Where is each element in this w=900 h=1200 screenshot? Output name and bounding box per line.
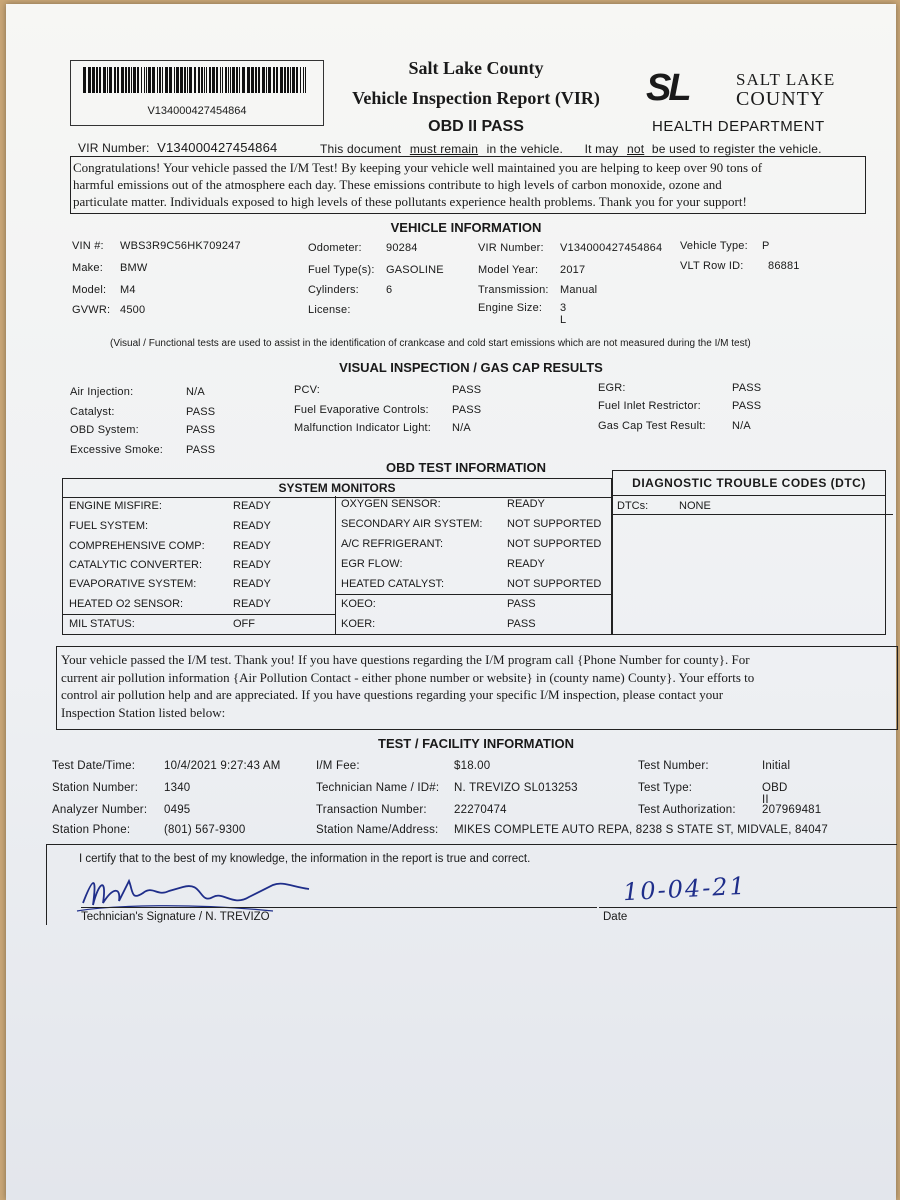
- monitor-status: READY: [233, 540, 271, 552]
- barcode-bar: [220, 67, 221, 93]
- passed-line3: control air pollution help and are appreciated. If you have questions regarding your specific I/M inspection, please contact your: [61, 687, 724, 702]
- barcode-bar: [258, 67, 260, 93]
- congrats-line3: particulate matter. Individuals exposed to high levels of these pollutants experience health problems. Thank you for your support!: [73, 194, 747, 209]
- vlt-row: [680, 260, 800, 272]
- license-label: License:: [308, 304, 351, 316]
- analyzer-row: [52, 804, 191, 816]
- vir-label: VIR Number:: [78, 141, 150, 155]
- barcode-bar: [133, 67, 136, 93]
- date-label: Test Date/Time:: [52, 760, 136, 772]
- cyl-row: [308, 284, 393, 296]
- barcode-bar: [125, 67, 127, 93]
- fuel-value: GASOLINE: [386, 264, 444, 276]
- barcode-bar: [247, 67, 250, 93]
- doc-notice-e: not: [626, 142, 645, 156]
- barcode-bar: [201, 67, 203, 93]
- barcode-bar: [117, 67, 119, 93]
- odometer-label: Odometer:: [308, 242, 362, 254]
- engine-value: 3 L: [560, 302, 567, 326]
- inlet-row: [598, 400, 762, 412]
- monitor-status: READY: [507, 558, 545, 570]
- monitors-table: [62, 496, 612, 635]
- barcode-bar: [169, 67, 172, 93]
- passed-line4: Inspection Station listed below:: [61, 704, 226, 720]
- barcode-bar: [276, 67, 278, 93]
- congrats-line1: Congratulations! Your vehicle passed the I/M Test! By keeping your vehicle well maintained you are helping to keep over 90 tons of: [73, 160, 763, 175]
- mil-value: N/A: [452, 422, 471, 434]
- gvwr-label: GVWR:: [72, 304, 111, 316]
- model-row: [72, 284, 136, 296]
- barcode-bar: [292, 67, 295, 93]
- barcode-bar: [152, 67, 155, 93]
- doc-notice-b: must remain: [409, 142, 479, 156]
- certify-box: [46, 844, 897, 925]
- monitor-status: PASS: [507, 598, 536, 610]
- addr-label: Station Name/Address:: [316, 824, 439, 836]
- barcode-bar: [109, 67, 112, 93]
- make-value: BMW: [120, 262, 148, 274]
- year-row: [478, 264, 586, 276]
- analyzer-value: 0495: [164, 804, 191, 816]
- barcode-bar: [148, 67, 151, 93]
- logo-line2: COUNTY: [736, 88, 826, 110]
- obd-row: [70, 424, 216, 436]
- barcode-bar: [262, 67, 265, 93]
- fuel-label: Fuel Type(s):: [308, 264, 375, 276]
- station-label: Station Number:: [52, 782, 139, 794]
- vtype-value: P: [762, 240, 770, 252]
- barcode-bar: [251, 67, 254, 93]
- doc-notice-a: This document: [320, 142, 402, 156]
- barcode-bar: [107, 67, 108, 93]
- evap-row: [294, 404, 482, 416]
- monitor-name: OXYGEN SENSOR:: [341, 498, 441, 510]
- barcode-bar: [266, 67, 267, 93]
- passed-line1: Your vehicle passed the I/M test. Thank you! If you have questions regarding the I/M program call {Phone Number for county}. For: [61, 652, 750, 667]
- barcode-bar: [287, 67, 289, 93]
- dtc-value: NONE: [679, 500, 711, 512]
- station-value: 1340: [164, 782, 191, 794]
- monitor-status: NOT SUPPORTED: [507, 538, 602, 550]
- fee-value: $18.00: [454, 760, 491, 772]
- barcode-bar: [212, 67, 215, 93]
- monitor-status: READY: [233, 520, 271, 532]
- barcode-bar: [280, 67, 283, 93]
- barcode-bar: [290, 67, 291, 93]
- date-line: [599, 907, 897, 908]
- doc-notice-d: It may: [584, 142, 619, 156]
- barcode-bar: [222, 67, 223, 93]
- congrats-box: [70, 156, 866, 214]
- barcode-bar: [300, 67, 301, 93]
- monitors-header: [62, 478, 612, 498]
- pcv-row: [294, 384, 482, 396]
- trans-label: Transmission:: [478, 284, 549, 296]
- transnum-value: 22270474: [454, 804, 507, 816]
- barcode-bar: [141, 67, 142, 93]
- date-value: 10/4/2021 9:27:43 AM: [164, 760, 281, 772]
- monitor-name: COMPREHENSIVE COMP:: [69, 540, 205, 552]
- monitor-status: READY: [507, 498, 545, 510]
- monitor-name: KOEO:: [341, 598, 376, 610]
- smoke-value: PASS: [186, 444, 216, 456]
- pcv-value: PASS: [452, 384, 482, 396]
- dtc-divider: [613, 514, 893, 515]
- barcode-bar: [121, 67, 124, 93]
- monitor-name: FUEL SYSTEM:: [69, 520, 149, 532]
- barcode-bar: [157, 67, 158, 93]
- certify-text: I certify that to the best of my knowledge, the information in the report is true and correct.: [79, 853, 531, 865]
- model-label: Model:: [72, 284, 107, 296]
- monitor-name: EGR FLOW:: [341, 558, 403, 570]
- report-title: Vehicle Inspection Report (VIR): [352, 88, 600, 108]
- facility-heading: TEST / FACILITY INFORMATION: [378, 736, 574, 751]
- barcode-bar: [137, 67, 139, 93]
- barcode-bar: [187, 67, 188, 93]
- model-value: M4: [120, 284, 136, 296]
- barcode-bar: [83, 67, 86, 93]
- county-logo: [646, 68, 846, 138]
- addr-value: MIKES COMPLETE AUTO REPA, 8238 S STATE ST, MIDVALE, 84047: [454, 824, 828, 836]
- monitor-status: PASS: [507, 618, 536, 630]
- date-row: [52, 760, 281, 772]
- monitor-status: NOT SUPPORTED: [507, 518, 602, 530]
- testnum-label: Test Number:: [638, 760, 709, 772]
- report-status: OBD II PASS: [428, 118, 524, 135]
- barcode-bar: [216, 67, 218, 93]
- mil-divider: [63, 614, 335, 615]
- monitor-name: SECONDARY AIR SYSTEM:: [341, 518, 483, 530]
- monitor-status: OFF: [233, 618, 255, 630]
- gascap-value: N/A: [732, 420, 751, 432]
- egr-row: [598, 382, 762, 394]
- vir-value: V134000427454864: [157, 140, 278, 155]
- vin-row: [72, 240, 241, 252]
- testnum-row: [638, 760, 791, 772]
- cat-row: [70, 406, 216, 418]
- egr-value: PASS: [732, 382, 762, 394]
- handwritten-date: 10-04-21: [622, 871, 748, 907]
- cat-value: PASS: [186, 406, 216, 418]
- fee-row: [316, 760, 491, 772]
- monitor-name: KOER:: [341, 618, 376, 630]
- barcode-bar: [99, 67, 101, 93]
- dtc-header: [612, 470, 886, 496]
- license-row: [308, 304, 351, 316]
- barcode-text: V134000427454864: [147, 105, 247, 117]
- mil-label: Malfunction Indicator Light:: [294, 422, 432, 434]
- auth-label: Test Authorization:: [638, 804, 736, 816]
- barcode-bar: [209, 67, 211, 93]
- date-signature-label: Date: [603, 911, 628, 923]
- make-row: [72, 262, 148, 274]
- analyzer-label: Analyzer Number:: [52, 804, 148, 816]
- barcode-bar: [159, 67, 161, 93]
- doc-notice: [320, 142, 822, 156]
- report-paper: [6, 4, 896, 1200]
- passed-box: [56, 646, 898, 730]
- smoke-label: Excessive Smoke:: [70, 444, 164, 456]
- barcode-bar: [242, 67, 245, 93]
- barcode-bar: [131, 67, 132, 93]
- cat-label: Catalyst:: [70, 406, 115, 418]
- testnum-value: Initial: [762, 760, 791, 772]
- monitor-name: A/C REFRIGERANT:: [341, 538, 444, 550]
- vir-line: [78, 140, 277, 155]
- vin-value: WBS3R9C56HK709247: [120, 240, 241, 252]
- air-label: Air Injection:: [70, 386, 134, 398]
- vtype-label: Vehicle Type:: [680, 240, 748, 252]
- barcode-bar: [273, 67, 275, 93]
- smoke-row: [70, 444, 216, 456]
- barcode-bar: [114, 67, 116, 93]
- logo-line1: SALT LAKE: [736, 70, 836, 89]
- barcode-bar: [165, 67, 168, 93]
- obd-label: OBD System:: [70, 424, 139, 436]
- trans-row: [478, 284, 598, 296]
- barcode-bar: [184, 67, 186, 93]
- signature-line: [81, 907, 597, 908]
- vin-label: VIN #:: [72, 240, 104, 252]
- barcode-bar: [180, 67, 183, 93]
- monitor-name: HEATED O2 SENSOR:: [69, 598, 184, 610]
- doc-notice-c: in the vehicle.: [486, 142, 564, 156]
- visual-heading: VISUAL INSPECTION / GAS CAP RESULTS: [339, 360, 603, 375]
- barcode-bar: [96, 67, 98, 93]
- barcode-bar: [303, 67, 304, 93]
- barcode-bar: [230, 67, 231, 93]
- odometer-value: 90284: [386, 242, 418, 254]
- trans-value: Manual: [560, 284, 598, 296]
- egr-label: EGR:: [598, 382, 626, 394]
- phone-row: [52, 824, 246, 836]
- county-title: Salt Lake County: [408, 58, 544, 78]
- monitor-status: READY: [233, 578, 271, 590]
- vlt-label: VLT Row ID:: [680, 260, 744, 272]
- barcode-bar: [162, 67, 163, 93]
- testtype-row: [638, 782, 788, 806]
- barcode-bar: [284, 67, 286, 93]
- air-value: N/A: [186, 386, 205, 398]
- gascap-label: Gas Cap Test Result:: [598, 420, 706, 432]
- barcode-bar: [92, 67, 95, 93]
- barcode-bar: [88, 67, 91, 93]
- auth-row: [638, 804, 822, 816]
- cyl-label: Cylinders:: [308, 284, 359, 296]
- barcode-bar: [255, 67, 257, 93]
- monitor-name: HEATED CATALYST:: [341, 578, 445, 590]
- logo-mark: SL: [646, 67, 689, 109]
- evap-label: Fuel Evaporative Controls:: [294, 404, 429, 416]
- testtype-value: OBD II: [762, 782, 788, 806]
- vtype-row: [680, 240, 770, 252]
- barcode-bar: [236, 67, 238, 93]
- virnum-row: [478, 242, 663, 254]
- inlet-label: Fuel Inlet Restrictor:: [598, 400, 701, 412]
- tech-label: Technician Name / ID#:: [316, 782, 440, 794]
- dtc-label: DTCs:: [617, 500, 649, 512]
- barcode-bar: [228, 67, 229, 93]
- odometer-row: [308, 242, 418, 254]
- vlt-value: 86881: [768, 260, 800, 272]
- tech-row: [316, 782, 578, 794]
- transnum-label: Transaction Number:: [316, 804, 427, 816]
- barcode-bar: [305, 67, 306, 93]
- barcode-icon: [81, 67, 311, 93]
- phone-value: (801) 567-9300: [164, 824, 246, 836]
- koeo-divider: [335, 594, 611, 595]
- monitor-name: EVAPORATIVE SYSTEM:: [69, 578, 197, 590]
- pcv-label: PCV:: [294, 384, 321, 396]
- obd-value: PASS: [186, 424, 216, 436]
- engine-row: [478, 302, 567, 326]
- transnum-row: [316, 804, 507, 816]
- evap-value: PASS: [452, 404, 482, 416]
- addr-row: [316, 824, 876, 836]
- tech-value: N. TREVIZO SL013253: [454, 782, 578, 794]
- engine-label: Engine Size:: [478, 302, 543, 314]
- barcode-bar: [232, 67, 235, 93]
- barcode-box: [70, 60, 324, 126]
- gvwr-value: 4500: [120, 304, 146, 316]
- passed-line2: current air pollution information {Air Pollution Contact - either phone number or website} in (county name) County}. Your efforts to: [61, 669, 755, 685]
- signature-label: Technician's Signature / N. TREVIZO: [81, 911, 270, 923]
- monitors-divider: [335, 496, 336, 634]
- barcode-bar: [204, 67, 205, 93]
- phone-label: Station Phone:: [52, 824, 131, 836]
- year-value: 2017: [560, 264, 586, 276]
- logo-dept: HEALTH DEPARTMENT: [652, 118, 825, 135]
- monitor-status: READY: [233, 598, 271, 610]
- station-row: [52, 782, 191, 794]
- barcode-bar: [103, 67, 106, 93]
- fee-label: I/M Fee:: [316, 760, 360, 772]
- gvwr-row: [72, 304, 146, 316]
- monitor-name: ENGINE MISFIRE:: [69, 500, 162, 512]
- make-label: Make:: [72, 262, 103, 274]
- barcode-bar: [206, 67, 207, 93]
- monitor-status: NOT SUPPORTED: [507, 578, 602, 590]
- monitor-status: READY: [233, 500, 271, 512]
- dtc-heading: DIAGNOSTIC TROUBLE CODES (DTC): [632, 476, 866, 490]
- barcode-bar: [225, 67, 227, 93]
- dtc-body: [612, 494, 886, 635]
- gascap-row: [598, 420, 751, 432]
- year-label: Model Year:: [478, 264, 539, 276]
- monitor-name: CATALYTIC CONVERTER:: [69, 559, 203, 571]
- virnum-label: VIR Number:: [478, 242, 544, 254]
- barcode-bar: [268, 67, 271, 93]
- barcode-bar: [198, 67, 200, 93]
- doc-notice-f: be used to register the vehicle.: [651, 142, 822, 156]
- barcode-bar: [189, 67, 192, 93]
- barcode-bar: [144, 67, 145, 93]
- monitors-heading: SYSTEM MONITORS: [278, 481, 396, 495]
- auth-value: 207969481: [762, 804, 822, 816]
- inlet-value: PASS: [732, 400, 762, 412]
- air-row: [70, 386, 205, 398]
- barcode-bar: [194, 67, 196, 93]
- barcode-bar: [176, 67, 179, 93]
- fuel-row: [308, 264, 444, 276]
- vehicle-heading: VEHICLE INFORMATION: [390, 220, 542, 235]
- testtype-label: Test Type:: [638, 782, 693, 794]
- monitor-name: MIL STATUS:: [69, 618, 135, 630]
- visual-note: (Visual / Functional tests are used to assist in the identification of crankcase and cold start emissions which are not measured during the I/M test): [110, 338, 751, 349]
- barcode-bar: [128, 67, 130, 93]
- congrats-line2: harmful emissions out of the atmosphere each day. These emissions contribute to high levels of carbon monoxide, ozone and: [73, 177, 722, 192]
- monitor-status: READY: [233, 559, 271, 571]
- barcode-bar: [146, 67, 147, 93]
- virnum-value: V134000427454864: [560, 242, 663, 254]
- barcode-bar: [239, 67, 240, 93]
- barcode-bar: [174, 67, 175, 93]
- barcode-bar: [296, 67, 298, 93]
- obd-heading: OBD TEST INFORMATION: [385, 460, 547, 475]
- cyl-value: 6: [386, 284, 393, 296]
- mil-row: [294, 422, 471, 434]
